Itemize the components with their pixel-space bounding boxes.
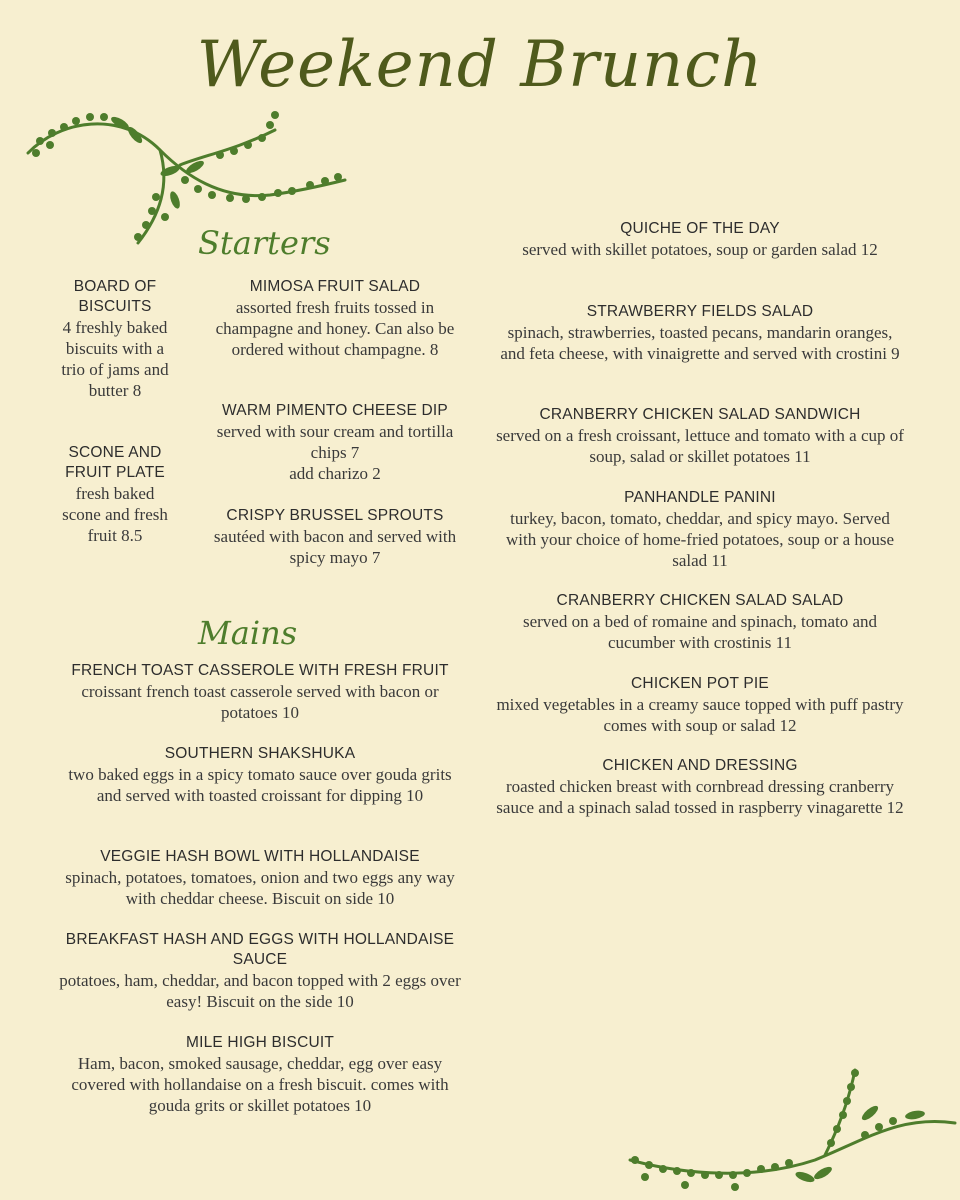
menu-item-name: VEGGIE HASH BOWL WITH HOLLANDAISE bbox=[100, 848, 420, 865]
menu-item-desc: spinach, potatoes, tomatoes, onion and two eggs any way with cheddar cheese. Biscuit on side 10 bbox=[65, 868, 455, 908]
section-title-starters: Starters bbox=[198, 224, 331, 262]
menu-item-desc: croissant french toast casserole served with bacon or potatoes 10 bbox=[81, 682, 439, 722]
menu-item-name: WARM PIMENTO CHEESE DIP bbox=[222, 402, 448, 419]
section-title-mains: Mains bbox=[198, 614, 298, 652]
menu-item-desc: served on a fresh croissant, lettuce and tomato with a cup of soup, salad or skillet potatoes 11 bbox=[496, 426, 904, 466]
menu-item-name: CRANBERRY CHICKEN SALAD SANDWICH bbox=[539, 406, 861, 423]
menu-item-name: BREAKFAST HASH AND EGGS WITH HOLLANDAISE SAUCE bbox=[65, 931, 455, 968]
menu-item-desc: potatoes, ham, cheddar, and bacon topped with 2 eggs over easy! Biscuit on the side 10 bbox=[59, 971, 461, 1011]
menu-item-desc: served on a bed of romaine and spinach, tomato and cucumber with crostinis 11 bbox=[522, 612, 878, 652]
menu-item-name: QUICHE OF THE DAY bbox=[620, 220, 780, 237]
menu-item-name: STRAWBERRY FIELDS SALAD bbox=[586, 303, 814, 320]
menu-item-desc: mixed vegetables in a creamy sauce topped with puff pastry comes with soup or salad 12 bbox=[496, 695, 904, 735]
menu-item bbox=[495, 219, 905, 260]
menu-item bbox=[55, 744, 465, 806]
menu-item-name: PANHANDLE PANINI bbox=[624, 489, 776, 506]
menu-item-name: CHICKEN AND DRESSING bbox=[602, 757, 798, 774]
menu-item bbox=[60, 277, 170, 401]
menu-item-desc: assorted fresh fruits tossed in champagne and honey. Can also be ordered without champagne. 8 bbox=[215, 298, 455, 359]
menu-item-desc: turkey, bacon, tomato, cheddar, and spicy mayo. Served with your choice of home-fried potatoes, soup or a house salad 11 bbox=[505, 509, 895, 570]
menu-item bbox=[205, 277, 465, 360]
menu-item-desc: served with skillet potatoes, soup or garden salad 12 bbox=[522, 240, 878, 259]
menu-item-name: SCONE AND FRUIT PLATE bbox=[65, 444, 165, 481]
menu-item bbox=[205, 401, 465, 484]
menu-item bbox=[495, 674, 905, 736]
menu-item bbox=[495, 756, 905, 818]
menu-item-name: CRISPY BRUSSEL SPROUTS bbox=[226, 507, 444, 524]
menu-item-name: CRANBERRY CHICKEN SALAD SALAD bbox=[556, 592, 844, 609]
menu-item bbox=[495, 591, 905, 653]
menu-item-desc: served with sour cream and tortilla chips 7 bbox=[216, 422, 454, 462]
menu-item bbox=[495, 302, 905, 364]
menu-item-name: FRENCH TOAST CASSEROLE WITH FRESH FRUIT bbox=[71, 662, 449, 679]
menu-item bbox=[495, 488, 905, 571]
menu-item-name: MILE HIGH BISCUIT bbox=[185, 1034, 335, 1051]
menu-item-desc: fresh baked scone and fresh fruit 8.5 bbox=[62, 484, 168, 545]
menu-item-desc: spinach, strawberries, toasted pecans, mandarin oranges, and feta cheese, with vinaigrette and served with crostini 9 bbox=[500, 323, 900, 363]
menu-item-name: MIMOSA FRUIT SALAD bbox=[249, 278, 421, 295]
menu-item-desc: Ham, bacon, smoked sausage, cheddar, egg over easy covered with hollandaise on a fresh biscuit. comes with gouda grits or skillet potatoes 10 bbox=[71, 1054, 449, 1115]
menu-item bbox=[55, 847, 465, 909]
menu-item-desc: roasted chicken breast with cornbread dressing cranberry sauce and a spinach salad tossed in raspberry vinagarette 12 bbox=[496, 777, 904, 817]
menu-item bbox=[55, 661, 465, 723]
menu-item-name: SOUTHERN SHAKSHUKA bbox=[164, 745, 356, 762]
menu-item-name: CHICKEN POT PIE bbox=[631, 675, 769, 692]
menu-item bbox=[55, 1033, 465, 1116]
menu-item bbox=[60, 443, 170, 546]
menu-item bbox=[495, 405, 905, 467]
menu-item-desc: 4 freshly baked biscuits with a trio of jams and butter 8 bbox=[61, 318, 169, 400]
menu-item-desc: sautéed with bacon and served with spicy mayo 7 bbox=[213, 527, 457, 567]
menu-item bbox=[205, 506, 465, 568]
vine-icon bbox=[625, 1065, 960, 1195]
menu-item-name: BOARD OF BISCUITS bbox=[73, 278, 157, 315]
menu-item-addon: add charizo 2 bbox=[289, 464, 381, 483]
menu-item bbox=[55, 930, 465, 1012]
menu-title: Weekend Brunch bbox=[196, 28, 764, 102]
menu-item-desc: two baked eggs in a spicy tomato sauce over gouda grits and served with toasted croissant for dipping 10 bbox=[68, 765, 452, 805]
